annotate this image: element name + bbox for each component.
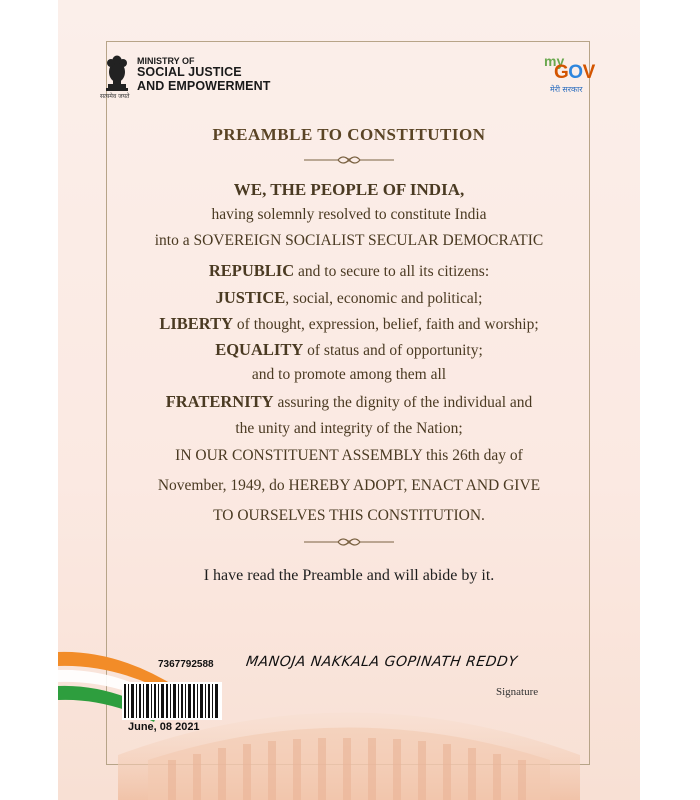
keyword-liberty: LIBERTY — [159, 314, 234, 333]
preamble-line-9-rest: assuring the dignity of the individual and — [273, 394, 533, 411]
preamble-line-11: IN OUR CONSTITUENT ASSEMBLY this 26th day of — [175, 447, 523, 464]
keyword-justice: JUSTICE — [215, 288, 286, 307]
ornament-icon — [304, 153, 394, 167]
preamble-line-4-rest: and to secure to all its citizens: — [294, 263, 490, 280]
ministry-line1: MINISTRY OF — [137, 56, 195, 66]
mygov-logo — [540, 53, 600, 99]
preamble-line-8: and to promote among them all — [251, 366, 447, 383]
mygov-my: my — [544, 53, 565, 69]
preamble-line-5-rest: , social, economic and political; — [285, 290, 483, 307]
ministry-line2: SOCIAL JUSTICE — [137, 65, 242, 80]
preamble-line-7 — [58, 340, 640, 360]
preamble-line-10: the unity and integrity of the Nation; — [235, 420, 463, 437]
preamble-line-9 — [58, 392, 640, 412]
preamble-line-13: TO OURSELVES THIS CONSTITUTION. — [213, 507, 485, 524]
barcode-icon — [122, 682, 222, 720]
signature-label: Signature — [496, 686, 539, 698]
keyword-fraternity: FRATERNITY — [165, 392, 274, 411]
preamble-line-7-rest: of status and of opportunity; — [303, 342, 483, 359]
mygov-v: V — [582, 62, 595, 83]
keyword-republic: REPUBLIC — [208, 261, 295, 280]
ministry-name — [137, 57, 270, 93]
signature-name: MANOJA NAKKALA GOPINATH REDDY — [244, 654, 519, 670]
ornament-icon — [304, 535, 394, 549]
preamble-line-3: into a SOVEREIGN SOCIALIST SECULAR DEMOCRATIC — [154, 232, 544, 249]
preamble-line-5 — [58, 288, 640, 308]
preamble-line-6-rest: of thought, expression, belief, faith and worship; — [233, 316, 539, 333]
preamble-line-12: November, 1949, do HEREBY ADOPT, ENACT AND GIVE — [157, 477, 541, 494]
preamble-line-6 — [58, 314, 640, 334]
page-title: PREAMBLE TO CONSTITUTION — [212, 125, 486, 144]
ministry-logo — [102, 54, 302, 100]
ministry-line3: AND EMPOWERMENT — [137, 78, 271, 93]
certificate-page — [58, 0, 640, 800]
national-emblem-icon — [102, 54, 132, 96]
preamble-line-1: WE, THE PEOPLE OF INDIA, — [233, 180, 465, 199]
emblem-caption: सत्यमेव जयते — [100, 93, 130, 100]
ornament-divider-top — [58, 153, 640, 167]
mygov-o: O — [568, 62, 583, 83]
phone-number: 7367792588 — [158, 659, 214, 670]
pledge-text: I have read the Preamble and will abide by it. — [203, 567, 495, 584]
ornament-divider-bottom — [58, 535, 640, 549]
date-stamp: June, 08 2021 — [128, 721, 200, 733]
preamble-line-4 — [58, 261, 640, 281]
keyword-equality: EQUALITY — [215, 340, 304, 359]
mygov-gov — [554, 62, 595, 84]
mygov-tagline: मेरी सरकार — [550, 85, 583, 94]
mygov-g: G — [554, 62, 569, 83]
preamble-line-2: having solemnly resolved to constitute India — [211, 206, 487, 223]
